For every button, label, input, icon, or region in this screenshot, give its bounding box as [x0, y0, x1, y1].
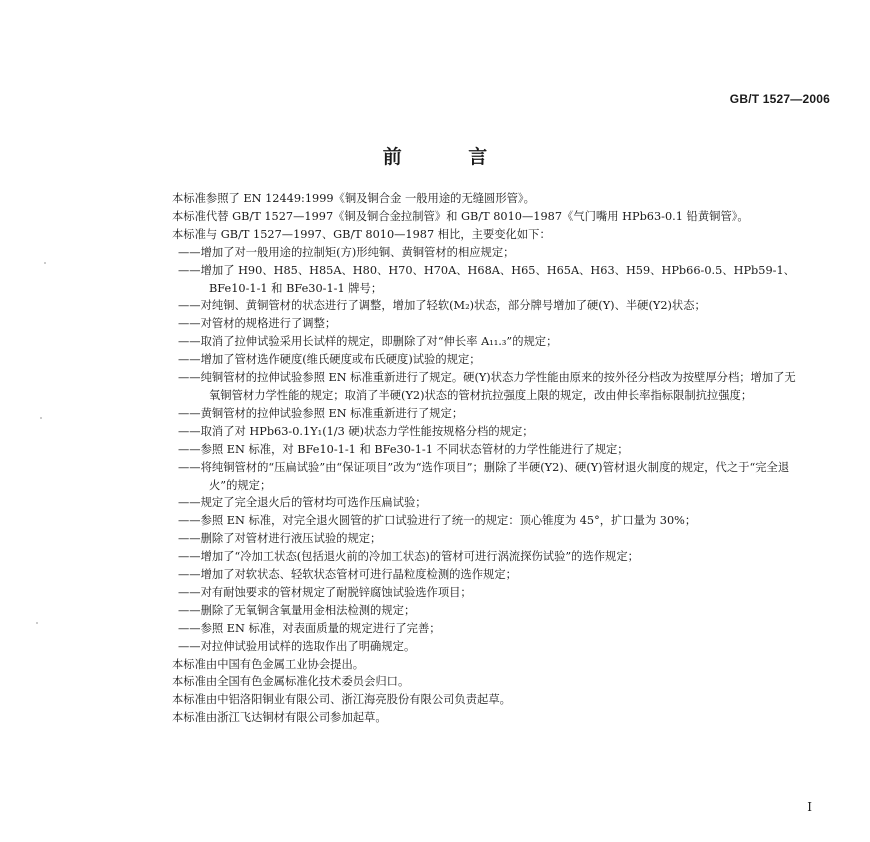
change-list: [150, 244, 800, 656]
intro-line: 本标准代替 GB/T 1527—1997《铜及铜合金拉制管》和 GB/T 8010—1987《气门嘴用 HPb63-0.1 铅黄铜管》。: [172, 209, 749, 223]
list-item: ——纯铜管材的拉伸试验参照 EN 标准重新进行了规定。硬(Y)状态力学性能由原来的按外径分档改为按壁厚分档；增加了无氧铜管材力学性能的规定；取消了半硬(Y2)状态的管材抗拉强度上限的规定，改由伸长率指标限制抗拉强度；: [178, 371, 796, 402]
list-item: ——增加了对软状态、轻软状态管材可进行晶粒度检测的选作规定；: [178, 568, 517, 582]
list-item: ——对拉伸试验用试样的选取作出了明确规定。: [178, 639, 416, 653]
list-item: ——参照 EN 标准，对表面质量的规定进行了完善；: [178, 621, 441, 635]
list-item: ——增加了“冷加工状态(包括退火前的冷加工状态)的管材可进行涡流探伤试验”的选作规定；: [178, 550, 639, 564]
scan-speck: [40, 417, 42, 419]
closing-line: 本标准由浙江飞达铜材有限公司参加起草。: [172, 711, 387, 725]
closing-line: 本标准由中国有色金属工业协会提出。: [172, 657, 365, 671]
page-title: 前 言: [382, 146, 518, 168]
list-item: ——对有耐蚀要求的管材规定了耐脱锌腐蚀试验选作项目；: [178, 585, 472, 599]
list-item: ——黄铜管材的拉伸试验参照 EN 标准重新进行了规定；: [178, 406, 464, 420]
closing-line: 本标准由中铝洛阳铜业有限公司、浙江海亮股份有限公司负责起草。: [172, 693, 511, 707]
list-item: ——参照 EN 标准，对 BFe10-1-1 和 BFe30-1-1 不同状态管材的力学性能进行了规定；: [178, 442, 629, 456]
closing-line: 本标准由全国有色金属标准化技术委员会归口。: [172, 675, 410, 689]
scan-speck: [44, 262, 46, 264]
list-item: ——参照 EN 标准，对完全退火圆管的扩口试验进行了统一的规定：顶心锥度为 45°，扩口量为 30%；: [178, 514, 697, 528]
scan-speck: [36, 622, 38, 624]
list-item: ——取消了对 HPb63-0.1Y₁(1/3 硬)状态力学性能按规格分档的规定；: [178, 424, 534, 438]
list-item: ——规定了完全退火后的管材均可选作压扁试验；: [178, 496, 427, 510]
page-number: I: [807, 800, 812, 814]
list-item: ——删除了无氧铜含氧量用金相法检测的规定；: [178, 603, 416, 617]
list-item: ——对管材的规格进行了调整；: [178, 317, 337, 331]
standard-code: GB/T 1527—2006: [729, 92, 830, 106]
list-item: ——增加了 H90、H85、H85A、H80、H70、H70A、H68A、H65、H65A、H63、H59、HPb66-0.5、HPb59-1、BFe10-1-1 和 BFe30-1-1 牌号；: [178, 263, 795, 295]
document-body: [150, 190, 800, 727]
list-item: ——将纯铜管材的“压扁试验”由“保证项目”改为“选作项目”；删除了半硬(Y2)、硬(Y)管材退火制度的规定，代之于“完全退火”的规定；: [178, 460, 790, 492]
list-item: ——取消了拉伸试验采用长试样的规定，即删除了对“伸长率 A₁₁.₃”的规定；: [178, 335, 558, 349]
list-item: ——删除了对管材进行液压试验的规定；: [178, 532, 382, 546]
intro-line: 本标准与 GB/T 1527—1997、GB/T 8010—1987 相比，主要变化如下：: [172, 227, 551, 241]
list-item: ——对纯铜、黄铜管材的状态进行了调整，增加了轻软(M₂)状态，部分牌号增加了硬(Y)、半硬(Y2)状态；: [178, 299, 706, 313]
list-item: ——增加了对一般用途的拉制矩(方)形纯铜、黄铜管材的相应规定；: [178, 245, 515, 259]
intro-line: 本标准参照了 EN 12449:1999《铜及铜合金 一般用途的无缝圆形管》。: [172, 192, 535, 205]
list-item: ——增加了管材选作硬度(维氏硬度或布氏硬度)试验的规定；: [178, 353, 481, 367]
